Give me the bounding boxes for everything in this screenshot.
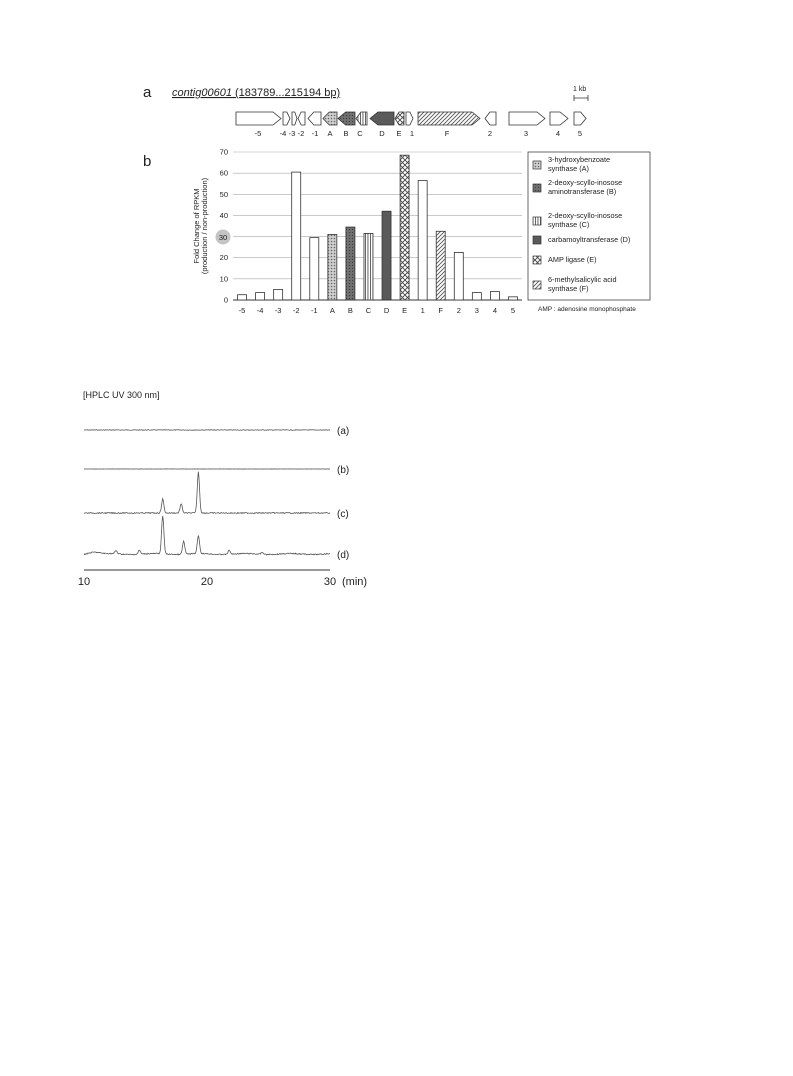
y-tick-label: 40: [219, 210, 228, 220]
scale-bar: [574, 95, 588, 101]
contig-range: (183789...215194 bp): [231, 87, 341, 99]
y-tick-label: 50: [219, 189, 228, 199]
legend-swatch: [533, 161, 541, 169]
gene-arrow: [292, 112, 297, 125]
gene-label: 1: [409, 129, 415, 138]
bar: [292, 172, 301, 300]
x-tick-label: 2: [456, 306, 461, 315]
y-tick-label: 20: [219, 253, 228, 263]
gene-arrow: [338, 112, 355, 125]
gene-label: C: [357, 129, 363, 138]
bar: [382, 211, 391, 300]
x-tick-label: 4: [492, 306, 497, 315]
legend-label: 3-hydroxybenzoate: [548, 155, 611, 164]
bar: [418, 181, 427, 300]
gene-label: -1: [311, 129, 319, 138]
hplc-title: [HPLC UV 300 nm]: [83, 390, 160, 400]
trace-label: (d): [337, 550, 350, 561]
gene-label: 3: [523, 129, 529, 138]
chromatogram-trace: [84, 516, 330, 555]
bar: [400, 155, 409, 300]
bar: [328, 234, 337, 300]
gene-arrow: [323, 112, 337, 125]
gene-label: E: [396, 129, 402, 138]
bar: [436, 231, 445, 300]
gene-arrow: [574, 112, 586, 125]
highlight-tick-label: 30: [218, 233, 228, 242]
panel-a-label: a: [143, 84, 152, 101]
gene-arrow: [418, 112, 480, 125]
x-tick-label: 5: [510, 306, 516, 315]
y-axis-subtitle: (production / non-production): [200, 177, 209, 275]
legend-label-line2: synthase (A): [548, 164, 589, 173]
gene-label: A: [327, 129, 333, 138]
gene-arrow: [308, 112, 321, 125]
gene-arrow: [509, 112, 545, 125]
bar: [274, 289, 283, 300]
time-tick-label: 20: [200, 576, 214, 588]
chromatogram-trace: [84, 472, 330, 514]
gene-label: 5: [577, 129, 583, 138]
x-tick-label: E: [402, 306, 408, 315]
trace-label: (a): [337, 426, 350, 437]
legend-label: carbamoyltransferase (D): [548, 235, 631, 244]
gene-label: 2: [487, 129, 493, 138]
legend-swatch: [533, 256, 541, 264]
scale-bar-label: 1 kb: [573, 86, 587, 93]
x-tick-label: A: [329, 306, 335, 315]
gene-label: -5: [254, 129, 262, 138]
legend-swatch: [533, 281, 541, 289]
bar: [256, 293, 265, 300]
x-tick-label: -4: [256, 306, 264, 315]
trace-label: (c): [337, 509, 349, 520]
legend-label-line2: aminotransferase (B): [548, 187, 617, 196]
gene-arrow: [283, 112, 290, 125]
legend-label: 2-deoxy-scyllo-inosose: [548, 178, 623, 187]
gene-cluster-map: [236, 112, 586, 138]
gene-label: -2: [297, 129, 305, 138]
time-tick-label: 30: [323, 576, 337, 588]
y-axis-title: Fold Change of RPKM: [192, 188, 201, 264]
bar: [238, 295, 247, 300]
contig-name: contig00601: [172, 87, 232, 99]
chromatogram-trace: [84, 430, 330, 431]
gene-label: F: [444, 129, 450, 138]
y-tick-label: 60: [219, 168, 228, 178]
x-tick-label: -2: [292, 306, 300, 315]
gene-label: B: [343, 129, 349, 138]
y-tick-label: 70: [219, 147, 228, 157]
x-tick-label: 1: [420, 306, 425, 315]
bar: [490, 292, 499, 300]
hplc-chromatogram: [78, 390, 367, 588]
gene-arrow: [550, 112, 568, 125]
x-tick-label: -5: [238, 306, 246, 315]
legend-swatch: [533, 236, 541, 244]
legend-label-line2: synthase (C): [548, 220, 590, 229]
y-tick-label: 0: [223, 295, 228, 305]
gene-label: 4: [555, 129, 561, 138]
x-tick-label: F: [438, 306, 444, 315]
legend-swatch: [533, 217, 541, 225]
gene-arrow: [236, 112, 281, 125]
bar: [346, 227, 355, 300]
x-tick-label: 3: [474, 306, 479, 315]
gene-label: -4: [279, 129, 287, 138]
legend-swatch: [533, 184, 541, 192]
contig-title: [172, 87, 340, 99]
legend-label: 6-methylsalicylic acid: [548, 275, 617, 284]
x-tick-label: B: [347, 306, 353, 315]
gene-arrow: [370, 112, 394, 125]
gene-arrow: [406, 112, 413, 125]
gene-arrow: [356, 112, 367, 125]
trace-label: (b): [337, 465, 350, 476]
bar: [454, 252, 463, 300]
bar: [364, 233, 373, 300]
legend-label: AMP ligase (E): [548, 255, 597, 264]
bar: [472, 293, 481, 300]
gene-label: D: [379, 129, 385, 138]
legend-label-line2: synthase (F): [548, 284, 589, 293]
bar: [310, 238, 319, 300]
x-tick-label: D: [383, 306, 390, 315]
bar: [508, 297, 517, 300]
y-tick-label: 10: [219, 274, 228, 284]
gene-arrow: [485, 112, 496, 125]
time-axis-unit: (min): [342, 576, 368, 588]
gene-arrow: [298, 112, 305, 125]
panel-b-label: b: [143, 153, 152, 170]
footnote: AMP : adenosine monophosphate: [538, 306, 636, 313]
x-tick-label: -3: [274, 306, 282, 315]
x-tick-label: C: [365, 306, 372, 315]
gene-arrow: [395, 112, 404, 125]
gene-label: -3: [288, 129, 296, 138]
rpkm-bar-chart: [192, 148, 522, 316]
x-tick-label: -1: [310, 306, 318, 315]
legend-label: 2-deoxy-scyllo-inosose: [548, 211, 623, 220]
time-tick-label: 10: [77, 576, 91, 588]
